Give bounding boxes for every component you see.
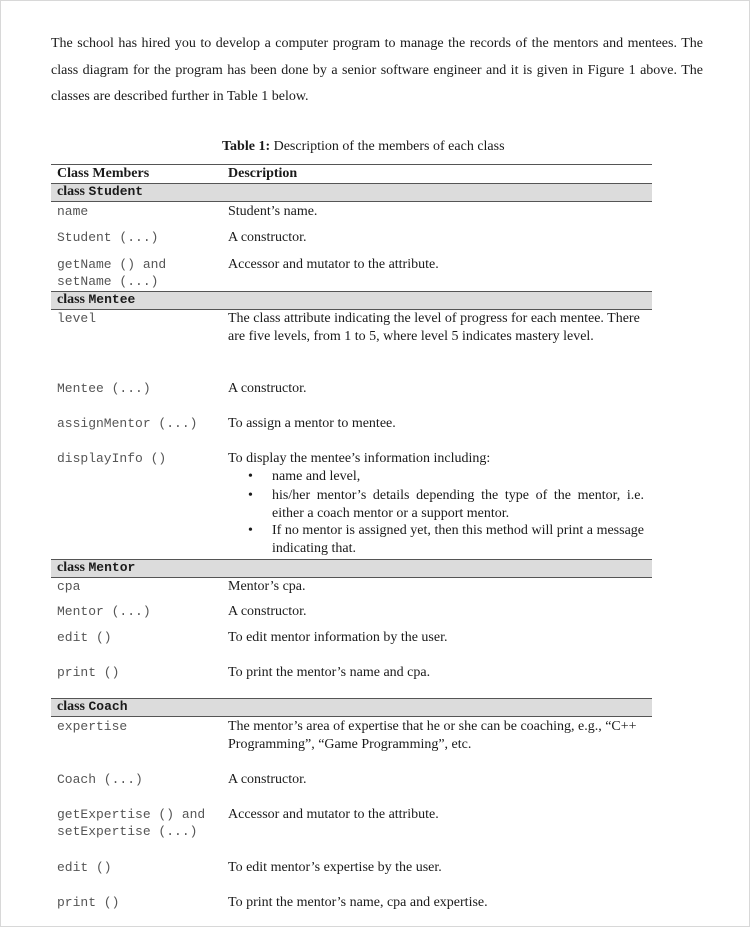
member-level: level xyxy=(57,311,97,326)
desc-coach-print: To print the mentor’s name, cpa and expertise. xyxy=(228,895,488,910)
desc-student-accessor: Accessor and mutator to the attribute. xyxy=(228,257,439,272)
member-mentor-edit: edit () xyxy=(57,630,112,645)
bullet-dot-icon: • xyxy=(248,469,253,484)
member-coach-edit: edit () xyxy=(57,860,112,875)
mentor-top-rule xyxy=(51,559,652,560)
class-title-student xyxy=(57,183,143,200)
desc-coach-constructor: A constructor. xyxy=(228,772,307,787)
desc-level: The class attribute indicating the level of progress for each mentee. There are five levels, from 1 to 5, where level 5 indicates mastery level. xyxy=(228,311,640,344)
desc-mentor-constructor: A constructor. xyxy=(228,604,307,619)
desc-expertise: The mentor’s area of expertise that he or she can be coaching, e.g., “C++ Programming”, “Game Programming”, etc. xyxy=(228,719,637,752)
coach-class-rule xyxy=(51,716,652,717)
mentee-top-rule xyxy=(51,291,652,292)
student-class-rule xyxy=(51,201,652,202)
header-description: Description xyxy=(228,166,298,181)
class-prefix: class xyxy=(57,560,89,575)
bullet-dot-icon: • xyxy=(248,488,253,503)
desc-mentor-edit: To edit mentor information by the user. xyxy=(228,630,448,645)
class-title-mentor xyxy=(57,559,135,576)
class-name: Mentee xyxy=(88,292,136,307)
class-prefix: class xyxy=(57,292,89,307)
desc-mentee-constructor: A constructor. xyxy=(228,381,307,396)
member-mentee-constructor: Mentee (...) xyxy=(57,381,151,396)
class-name: Mentor xyxy=(88,560,136,575)
bullet-dot-icon: • xyxy=(248,523,253,538)
table-caption-text: Description of the members of each class xyxy=(270,139,505,154)
class-name: Student xyxy=(88,184,144,199)
desc-name: Student’s name. xyxy=(228,204,318,219)
desc-cpa: Mentor’s cpa. xyxy=(228,579,306,594)
bullet-text: name and level, xyxy=(272,469,361,484)
member-assignmentor: assignMentor (...) xyxy=(57,416,198,431)
intro-paragraph: The school has hired you to develop a computer program to manage the records of the mentors and mentees. The class diagram for the program has been done by a senior software engineer and it is given in Figure 1 above. The classes are described further in Table 1 below. xyxy=(51,36,703,104)
desc-assignmentor: To assign a mentor to mentee. xyxy=(228,416,396,431)
desc-coach-accessor: Accessor and mutator to the attribute. xyxy=(228,807,439,822)
mentee-class-band xyxy=(51,291,652,309)
coach-top-rule xyxy=(51,698,652,699)
desc-student-constructor: A constructor. xyxy=(228,230,307,245)
member-name: name xyxy=(57,204,89,219)
class-name: Coach xyxy=(88,699,128,714)
desc-coach-edit: To edit mentor’s expertise by the user. xyxy=(228,860,442,875)
class-title-coach xyxy=(57,698,128,715)
member-coach-constructor: Coach (...) xyxy=(57,772,143,787)
bullet-text: If no mentor is assigned yet, then this method will print a message indicating that. xyxy=(272,523,644,556)
member-mentor-constructor: Mentor (...) xyxy=(57,604,151,619)
bullet-text: his/her mentor’s details depending the type of the mentor, i.e. either a coach mentor or a support mentor. xyxy=(272,488,644,521)
member-setexpertise: setExpertise (...) xyxy=(57,824,198,839)
mentor-class-rule xyxy=(51,577,652,578)
member-displayinfo: displayInfo () xyxy=(57,451,167,466)
member-setname: setName (...) xyxy=(57,274,159,289)
member-expertise: expertise xyxy=(57,719,128,734)
member-cpa: cpa xyxy=(57,579,81,594)
member-getexpertise: getExpertise () and xyxy=(57,807,206,822)
header-class-members: Class Members xyxy=(57,166,150,181)
coach-class-band xyxy=(51,698,652,716)
member-coach-print: print () xyxy=(57,895,120,910)
table-caption xyxy=(222,139,505,155)
member-getname: getName () and xyxy=(57,257,167,272)
desc-mentor-print: To print the mentor’s name and cpa. xyxy=(228,665,431,680)
desc-displayinfo: To display the mentee’s information including: xyxy=(228,451,491,466)
class-prefix: class xyxy=(57,184,89,199)
mentor-class-band xyxy=(51,559,652,577)
table-caption-label: Table 1: xyxy=(222,139,271,154)
member-mentor-print: print () xyxy=(57,665,120,680)
class-prefix: class xyxy=(57,699,89,714)
class-title-mentee xyxy=(57,291,135,308)
member-student-constructor: Student (...) xyxy=(57,230,159,245)
